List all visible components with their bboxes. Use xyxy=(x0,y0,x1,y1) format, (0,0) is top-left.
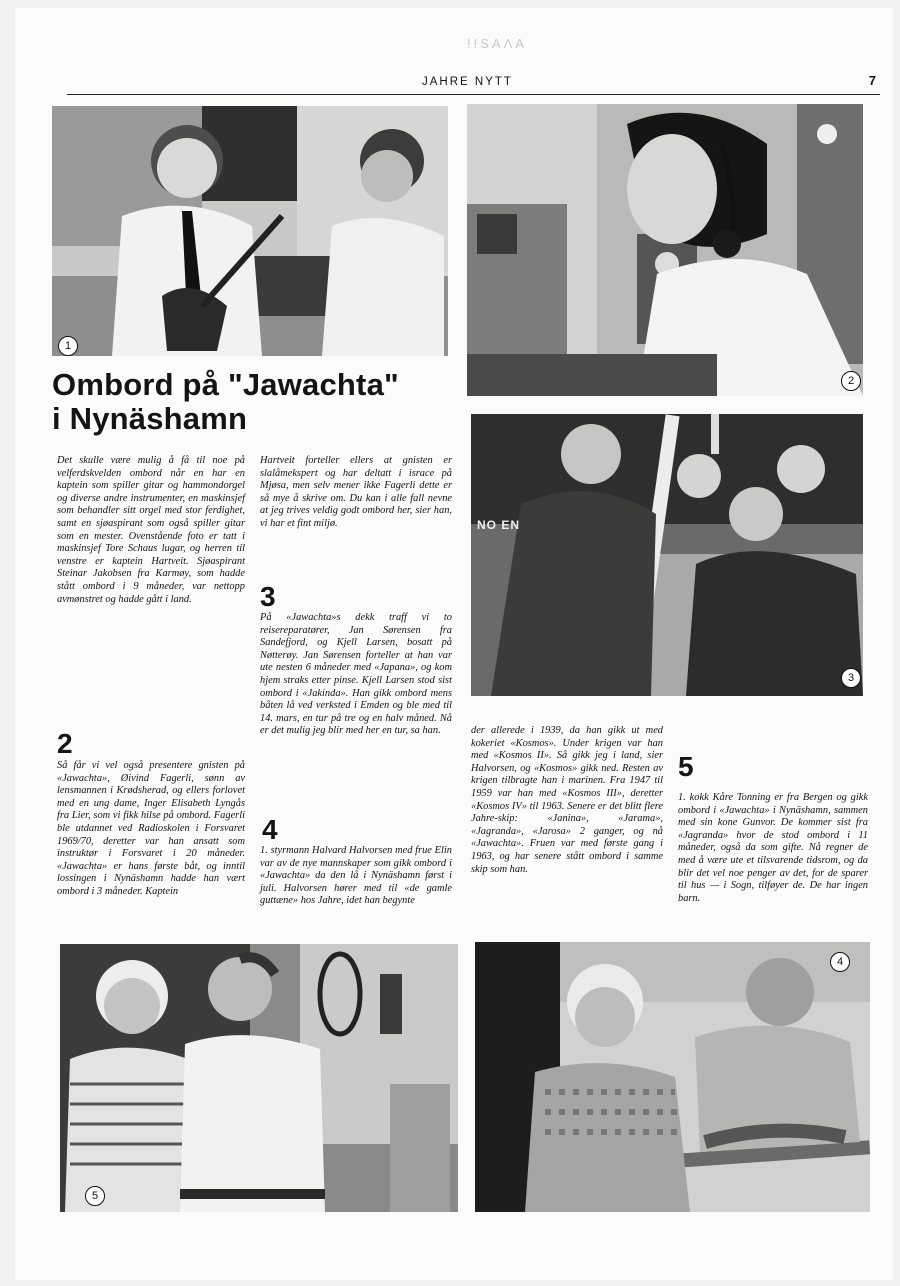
headline-line-1: Ombord på "Jawachta" xyxy=(52,367,399,402)
photo-4-first-mate-couple xyxy=(475,942,870,1212)
photo-1-music-in-cabin xyxy=(52,106,448,356)
section-5-number: 5 xyxy=(678,751,694,782)
section-3-number: 3 xyxy=(260,581,276,612)
section-3-text: På «Jawachta»s dekk traff vi to reisereparatører, Jan Sørensen fra Sandefjord, og Kjell Larsen, bosatt på Nøtterøy. Jan Sørensen forteller at han var ute nesten 6 måneder med «Japana», og kom hjem straks etter pinse. Kjell Larsen stod sist ombord i «Jakinda». Han gikk ombord mens båten lå ved verksted i Emden og ble med til 14. mars, en tur på tre og en halv måned. Nå er det mulig jeg blir med her en tur, sa han. xyxy=(260,612,452,737)
intro-column-2: Hartveit forteller ellers at gnisten er slalåmekspert og har deltatt i israce på Mjøsa, men selv mener ikke Fagerli dette er så mye å skrive om. Du kan i alle fall nevne at jeg trives veldig godt ombord her, sier han, vi har et fint miljø. xyxy=(260,455,452,529)
page-header xyxy=(67,73,880,95)
page-number: 7 xyxy=(868,73,876,88)
ship-sign: NO EN xyxy=(477,518,521,532)
intro-column-1: Det skulle være mulig å få til noe på velferdskvelden ombord når en har en kaptein som spiller gitar og hammondorgel og diverse andre instrumenter, en maskinsjef som behandler sitt orgel med stor ferdighet, samt en sjøaspirant som også spiller gitar som en mester. Ovenstående foto er tatt i maskinsjef Tore Schaus lugar, og herren til venstre er kaptein Hartveit. Sjøaspirant Steinar Jakobsen fra Karmøy, som hadde stått ombord i 9 måneder, var nettopp avmønstret og hadde gått i land. xyxy=(57,455,245,605)
photo-number-4: 4 xyxy=(830,952,850,972)
photo-3-deck-repairmen xyxy=(471,414,863,696)
section-4-text-part-a: 1. styrmann Halvard Halvorsen med frue Elin var av de nye mannskaper som gikk ombord i «Jawachta» da den lå i Nynäshamn først i juli. Halvorsen hører med til «de gamle guttæne» hos Jahre, idet han begynte xyxy=(260,845,452,907)
publication-name: JAHRE NYTT xyxy=(422,76,513,88)
section-2-text: Så får vi vel også presentere gnisten på «Jawachta», Øivind Fagerli, sønn av lensmannen i Krødsherad, og ellers forlovet med en ung dame, Inger Elisabeth Lyngås fra Lier, som vi fikk hilse på ombord. Fagerli ble utdannet ved Radioskolen i Forsvaret 1969/70, deretter var han ansatt som instruktør i Forsvaret i 20 måneder. «Jawachta» er hans første båt, og inntil lossingen i Nynäshamn hadde han vært ombord i 3 måneder. Kaptein xyxy=(57,760,245,897)
section-4-number: 4 xyxy=(262,814,278,845)
section-2-number: 2 xyxy=(57,728,73,759)
article-headline xyxy=(52,368,472,436)
section-4-text-part-b: der allerede i 1939, da han gikk ut med kokeriet «Kosmos». Under krigen var han med «Kosmos II». Så gikk jeg i land, sier Halvorsen, og «Kosmos» gikk ned. Resten av krigen tilbragte han i marinen. Fra 1947 til 1959 var han med «Kosmos III», deretter «Kosmos IV» til 1963. Senere er det blitt flere Jahre-skip: «Janina», «Jarama», «Jagranda», «Jarosa» 2 ganger, og nå «Jawachta». Fruen var med første gang i 1963, og har senere stått ombord i samme skip som han. xyxy=(471,725,663,875)
photo-5-galley-couple xyxy=(60,944,458,1212)
photo-number-1: 1 xyxy=(58,336,78,356)
headline-line-2: i Nynäshamn xyxy=(52,401,248,436)
photo-number-2: 2 xyxy=(841,371,861,391)
section-5-text: 1. kokk Kåre Tonning er fra Bergen og gikk ombord i «Jawachta» i Nynäshamn, sammen med sin kone Gunvor. De kommer sist fra «Jagranda» hvor de stod ombord i 11 måneder, også da som gifte. Nå regner de med å være ute et tilsvarende tidsrom, og da blir det vel noe penger av det, for de sparer til hus — i Sogn, tilføyer de. De har ingen barn. xyxy=(678,792,868,904)
photo-number-5: 5 xyxy=(85,1186,105,1206)
faded-stamp: !!SAΛA xyxy=(467,36,527,51)
photo-2-radio-operator xyxy=(467,104,863,396)
photo-number-3: 3 xyxy=(841,668,861,688)
